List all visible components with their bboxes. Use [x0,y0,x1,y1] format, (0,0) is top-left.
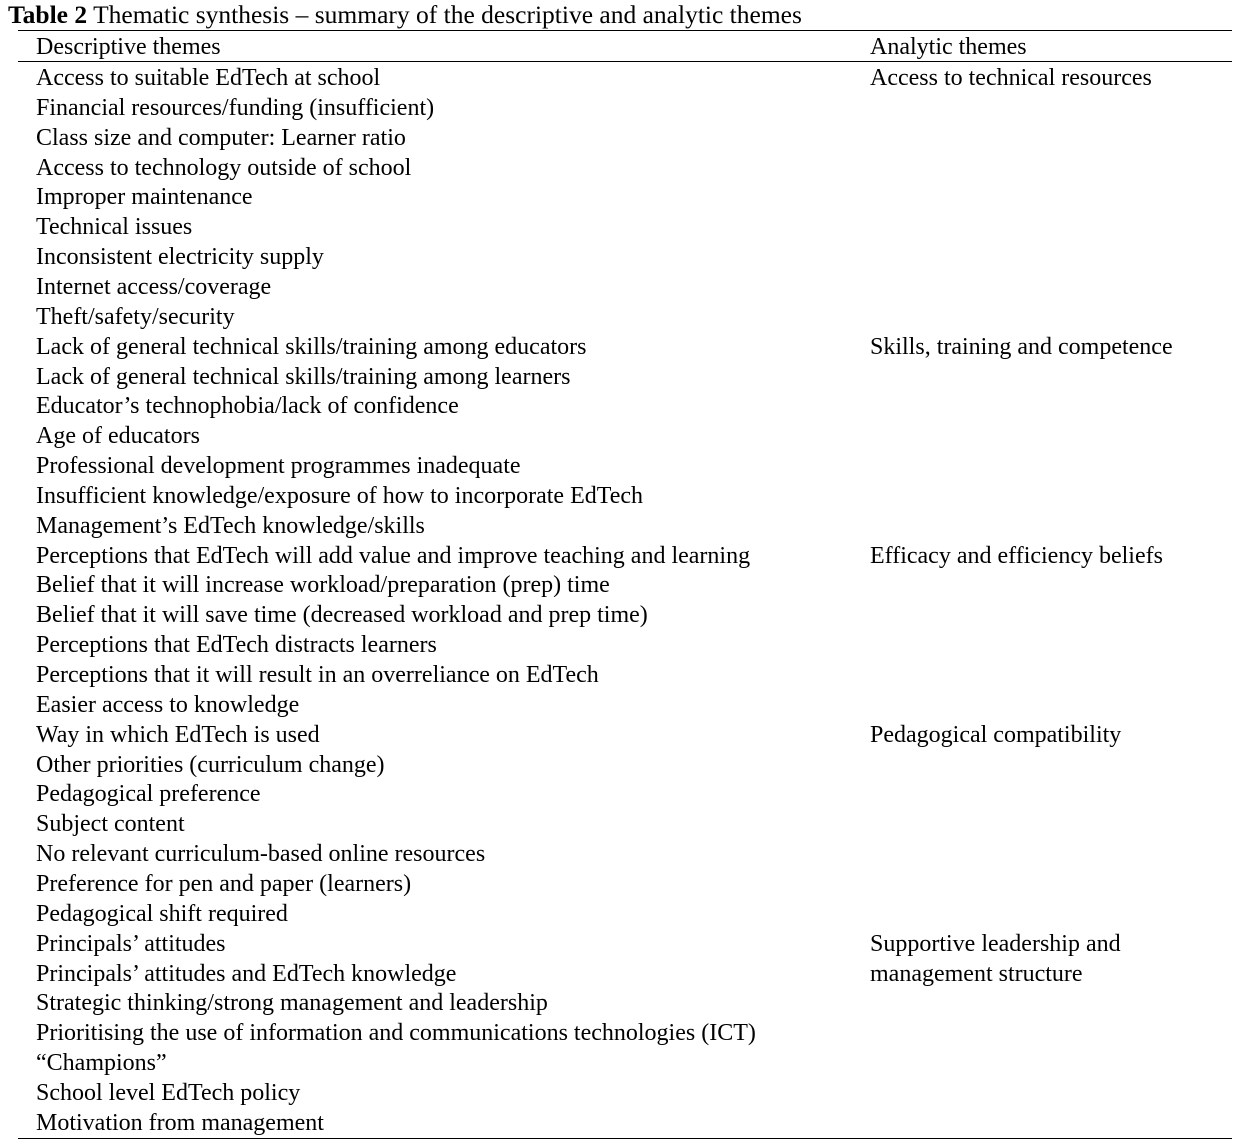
descriptive-theme: Inconsistent electricity supply [36,244,324,271]
header-descriptive: Descriptive themes [36,34,221,60]
descriptive-theme: Subject content [36,811,185,838]
top-rule [18,30,1232,31]
analytic-theme: Skills, training and competence [870,333,1173,360]
analytic-theme: Efficacy and efficiency beliefs [870,542,1163,569]
descriptive-theme: Perceptions that EdTech distracts learners [36,632,437,659]
descriptive-theme: Improper maintenance [36,184,253,211]
descriptive-theme: Perceptions that EdTech will add value and improve teaching and learning [36,542,751,569]
descriptive-theme: Financial resources/funding (insufficient) [36,94,435,121]
descriptive-theme: Belief that it will increase workload/preparation (prep) time [36,572,610,599]
descriptive-theme: Other priorities (curriculum change) [36,751,385,778]
header-analytic: Analytic themes [870,34,1027,60]
descriptive-theme: “Champions” [36,1050,167,1077]
descriptive-theme: Strategic thinking/strong management and leadership [36,990,548,1017]
descriptive-theme: Lack of general technical skills/training among educators [36,333,587,360]
descriptive-theme: Access to technology outside of school [36,154,412,181]
descriptive-theme: Access to suitable EdTech at school [36,65,381,91]
descriptive-theme: Perceptions that it will result in an overreliance on EdTech [36,662,599,688]
descriptive-theme: Easier access to knowledge [36,691,300,718]
descriptive-theme: Belief that it will save time (decreased workload and prep time) [36,602,648,629]
bottom-rule [18,1138,1232,1139]
analytic-theme: management structure [870,960,1083,987]
descriptive-theme: Age of educators [36,423,200,450]
analytic-theme: Supportive leadership and [870,930,1121,957]
descriptive-theme: Way in which EdTech is used [36,721,320,748]
descriptive-theme: Prioritising the use of information and communications technologies (ICT) [36,1020,756,1047]
descriptive-theme: Professional development programmes inadequate [36,453,521,480]
descriptive-theme: Motivation from management [36,1109,324,1136]
descriptive-theme: Principals’ attitudes and EdTech knowledge [36,960,457,987]
descriptive-theme: Pedagogical shift required [36,900,288,927]
table-label: Table 2 [8,0,88,29]
descriptive-theme: Management’s EdTech knowledge/skills [36,512,425,539]
analytic-theme: Pedagogical compatibility [870,721,1122,748]
descriptive-theme: Educator’s technophobia/lack of confidence [36,393,459,420]
descriptive-theme: Technical issues [36,214,193,241]
descriptive-theme: Internet access/coverage [36,273,272,300]
table-caption-text: Thematic synthesis – summary of the descriptive and analytic themes [93,0,802,29]
descriptive-theme: School level EdTech policy [36,1079,301,1106]
descriptive-theme: No relevant curriculum-based online resources [36,841,486,868]
header-rule [18,61,1232,62]
descriptive-theme: Preference for pen and paper (learners) [36,870,412,897]
descriptive-theme: Insufficient knowledge/exposure of how to incorporate EdTech [36,482,644,509]
analytic-theme: Access to technical resources [870,65,1152,91]
table-caption [8,0,802,30]
descriptive-theme: Pedagogical preference [36,781,261,808]
descriptive-theme: Lack of general technical skills/training among learners [36,363,571,390]
descriptive-theme: Theft/safety/security [36,303,235,330]
descriptive-theme: Principals’ attitudes [36,930,226,957]
descriptive-theme: Class size and computer: Learner ratio [36,124,406,151]
